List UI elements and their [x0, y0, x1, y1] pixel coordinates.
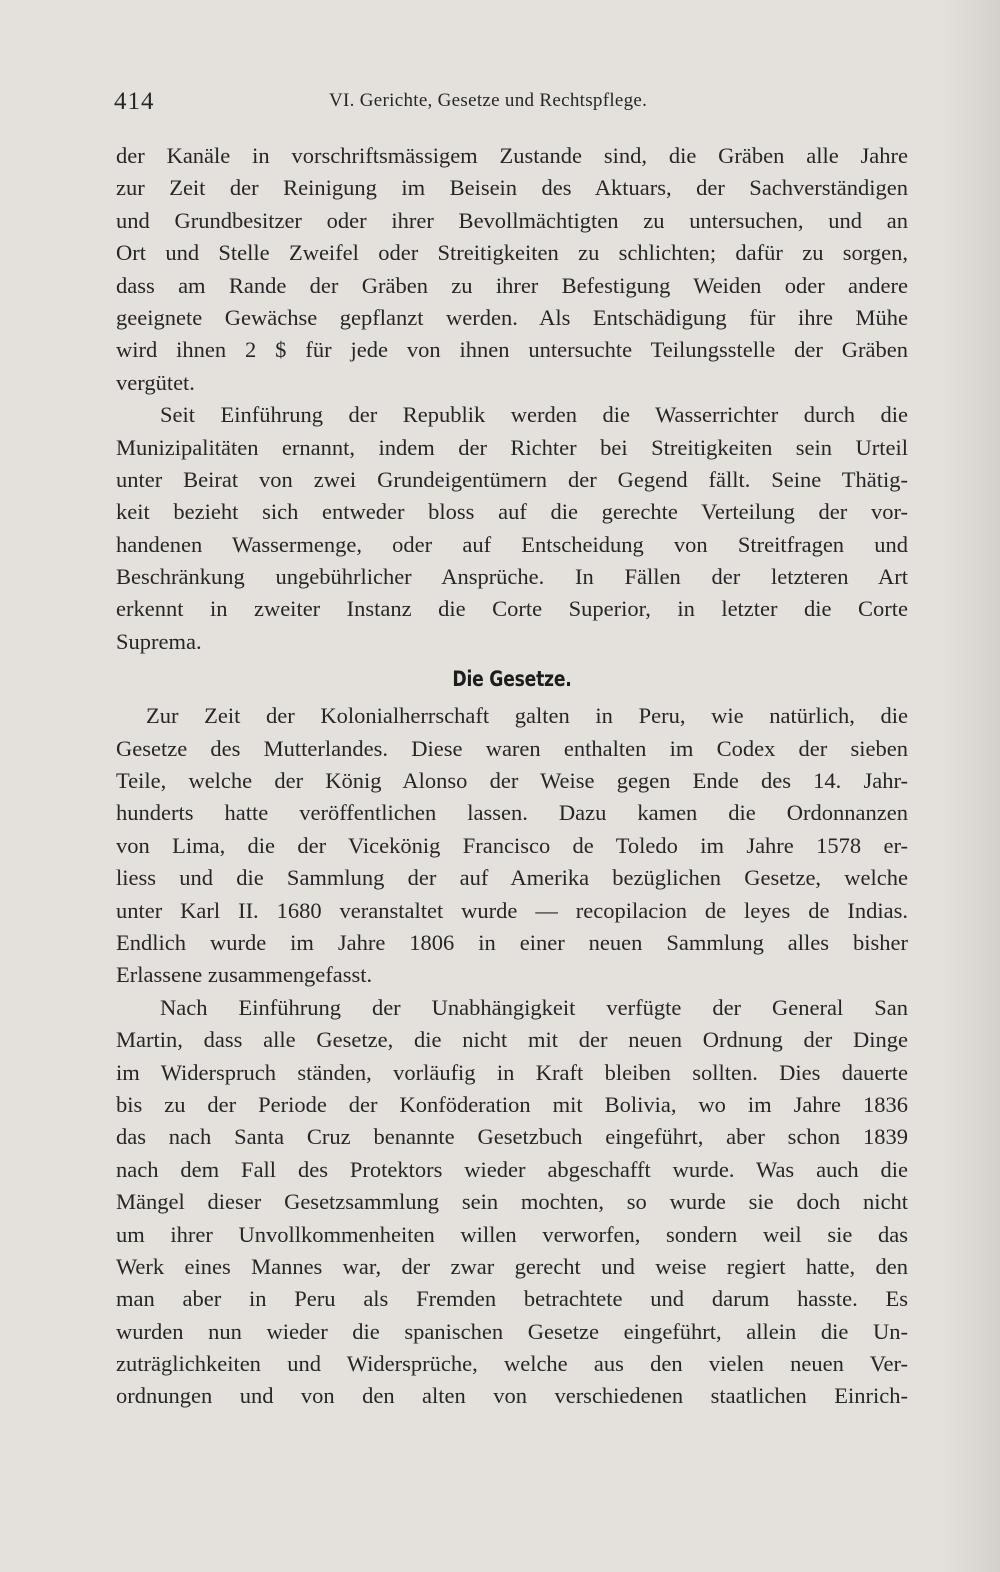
text-line: man aber in Peru als Fremden betrachtete und darum hasste. Es [116, 1286, 908, 1312]
text-line: Zur Zeit der Kolonialherrschaft galten in Peru, wie natürlich, die [146, 703, 908, 729]
text-line: Martin, dass alle Gesetze, die nicht mit der neuen Ordnung der Dinge [116, 1027, 908, 1053]
text-line: Werk eines Mannes war, der zwar gerecht und weise regiert hatte, den [116, 1253, 908, 1279]
text-line: ordnungen und von den alten von verschiedenen staatlichen Einrich- [116, 1383, 908, 1409]
text-line: liess und die Sammlung der auf Amerika bezüglichen Gesetze, welche [116, 865, 908, 891]
text-line: Nach Einführung der Unabhängigkeit verfügte der General San [160, 994, 908, 1020]
page-header [114, 84, 914, 124]
text-line: Erlassene zusammengefasst. [116, 962, 373, 988]
text-line: Mängel dieser Gesetzsammlung sein mochten, so wurde sie doch nicht [116, 1189, 908, 1215]
text-line: Beschränkung ungebührlicher Ansprüche. In Fällen der letzteren Art [116, 564, 908, 590]
text-line: unter Beirat von zwei Grundeigentümern der Gegend fällt. Seine Thätig- [116, 466, 908, 492]
page-edge-shadow [940, 0, 1000, 1572]
text-line: handenen Wassermenge, oder auf Entscheidung von Streitfragen und [116, 531, 908, 557]
text-line: nach dem Fall des Protektors wieder abgeschafft wurde. Was auch die [116, 1156, 908, 1182]
text-line: von Lima, die der Vicekönig Francisco de Toledo im Jahre 1578 er- [116, 832, 908, 858]
text-line: keit bezieht sich entweder bloss auf die gerechte Verteilung der vor- [116, 499, 908, 525]
text-line: hunderts hatte veröffentlichen lassen. Dazu kamen die Ordonnanzen [116, 800, 908, 826]
text-line: Munizipalitäten ernannt, indem der Richter bei Streitigkeiten sein Urteil [116, 434, 908, 460]
text-line: Endlich wurde im Jahre 1806 in einer neuen Sammlung alles bisher [116, 929, 908, 955]
text-line: Suprema. [116, 628, 202, 654]
text-line: dass am Rande der Gräben zu ihrer Befestigung Weiden oder andere [116, 272, 908, 298]
text-line: bis zu der Periode der Konföderation mit Bolivia, wo im Jahre 1836 [116, 1091, 908, 1117]
text-line: zuträglichkeiten und Widersprüche, welche aus den vielen neuen Ver- [116, 1351, 908, 1377]
text-line: erkennt in zweiter Instanz die Corte Superior, in letzter die Corte [116, 596, 908, 622]
running-head: VI. Gerichte, Gesetze und Rechtspflege. [329, 90, 648, 111]
section-heading: Die Gesetze. [452, 667, 572, 692]
text-line: unter Karl II. 1680 veranstaltet wurde — recopilacion de leyes de Indias. [116, 897, 908, 923]
text-line: und Grundbesitzer oder ihrer Bevollmächtigten zu untersuchen, und an [116, 207, 908, 233]
text-line: Seit Einführung der Republik werden die Wasserrichter durch die [160, 402, 908, 428]
text-line: das nach Santa Cruz benannte Gesetzbuch eingeführt, aber schon 1839 [116, 1124, 908, 1150]
text-line: Ort und Stelle Zweifel oder Streitigkeiten zu schlichten; dafür zu sorgen, [116, 240, 908, 266]
text-line: zur Zeit der Reinigung im Beisein des Aktuars, der Sachverständigen [116, 175, 908, 201]
text-line: vergütet. [116, 369, 195, 395]
text-line: um ihrer Unvollkommenheiten willen verworfen, sondern weil sie das [116, 1221, 908, 1247]
page-number: 414 [114, 88, 155, 115]
text-line: Teile, welche der König Alonso der Weise gegen Ende des 14. Jahr- [116, 768, 908, 794]
text-line: der Kanäle in vorschriftsmässigem Zustande sind, die Gräben alle Jahre [116, 143, 908, 168]
text-line: Gesetze des Mutterlandes. Diese waren enthalten im Codex der sieben [116, 735, 908, 761]
body-text [116, 140, 908, 1413]
text-line: geeignete Gewächse gepflanzt werden. Als Entschädigung für ihre Mühe [116, 304, 908, 330]
text-line: wird ihnen 2 $ für jede von ihnen untersuchte Teilungsstelle der Gräben [116, 337, 908, 363]
text-line: im Widerspruch ständen, vorläufig in Kraft bleiben sollten. Dies dauerte [116, 1059, 908, 1085]
text-line: wurden nun wieder die spanischen Gesetze eingeführt, allein die Un- [116, 1318, 908, 1344]
